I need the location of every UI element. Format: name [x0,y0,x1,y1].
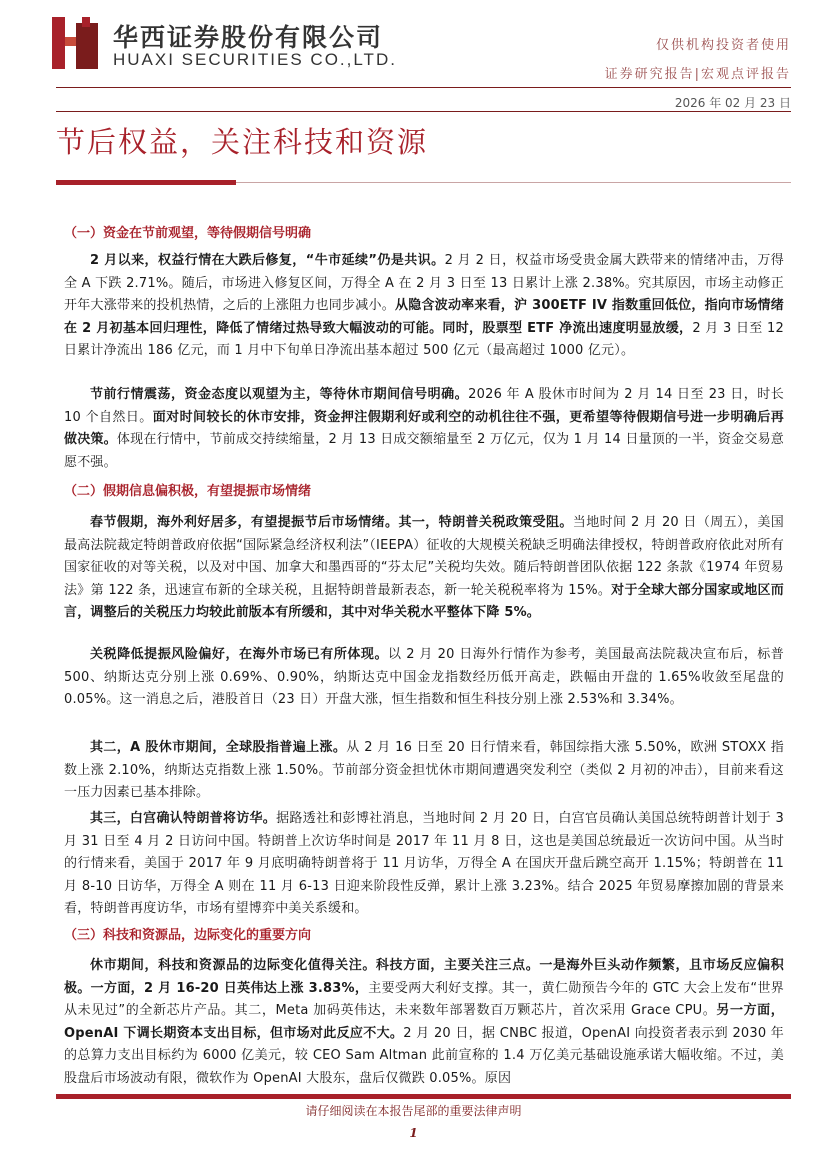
footer-accent-bar [56,1094,791,1099]
bold-text-segment: 面对时间较长的休市安排，资金押注假期利好或利空的动机往往不强，更希望等待假期信号进一步明确后再做决策。 [64,409,784,447]
body-paragraph [64,512,784,625]
title-underline [236,182,791,183]
page-number: 1 [409,1126,418,1140]
huaxi-logo-icon [52,17,100,69]
company-name-cn: 华西证券股份有限公司 [113,23,384,52]
bold-text-segment: 节前行情震荡，资金态度以观望为主，等待休市期间信号明确。 [90,387,469,402]
report-type: 证券研究报告|宏观点评报告 [604,67,791,82]
text-segment: 据路透社和彭博社消息，当地时间 2 月 20 日，白宫官员确认美国总统特朗普计划于 3 月 31 日至 4 月 2 日访问中国。特朗普上次访华时间是 2017 年 11 月 8 日，这也是美国总统最近一次访问中国。从当时的行情来看，美国于 2017 年 9 月底明确特朗普将于 11 月访华，万得全 A 在国庆开盘后跳空高开 1.15%；特朗普在 11 月 8-10 日访华，万得全 A 则在 11 月 6-13 日迎来阶段性反弹，累计上涨 3.23%。结合 2025 年贸易摩擦加剧的背景来看，特朗普再度访华，市场有望博弈中美关系缓和。 [64,811,784,916]
body-paragraph [64,644,784,712]
report-title: 节后权益，关注科技和资源 [56,125,429,159]
text-segment: 以 2 月 20 日海外行情作为参考，美国最高法院裁决宣布后，标普 500、纳斯达克分别上涨 0.69%、0.90%，纳斯达克中国金龙指数经历低开高走，跌幅由开盘的 1.65%收敛至尾盘的 0.05%。这一消息之后，港股首日（23 日）开盘大涨，恒生指数和恒生科技分别上涨 2.53%和 3.34%。 [64,647,784,707]
text-segment: 从 2 月 16 日至 20 日行情来看，韩国综指大涨 5.50%，欧洲 STOXX 指数上涨 2.10%，纳斯达克指数上涨 1.50%。节前部分资金担忧休市期间遭遇突发利空（类似 2 月初的冲击），目前来看这一压力因素已基本排除。 [64,740,784,800]
section-heading: （二）假期信息偏积极，有望提振市场情绪 [64,484,312,499]
title-accent-bar [56,180,236,185]
bold-text-segment: 其二，A 股休市期间，全球股指普遍上涨。 [90,740,347,755]
bold-text-segment: 休市期间，科技和资源品的边际变化值得关注。科技方面，主要关注三点。一是海外巨头动作频繁，且市场反应偏积极。一方面，2 月 16-20 日英伟达上涨 3.83%， [64,958,784,996]
body-paragraph [64,808,784,921]
text-segment: 2 月 2 日，权益市场受贵金属大跌带来的情绪冲击，万得全 A 下跌 2.71%。随后，市场进入修复区间，万得全 A 在 2 月 3 日至 13 日累计上涨 2.38%。究其原因，市场主动修正开年大涨带来的投机热情，之后的上涨阻力也同步减小。 [64,253,784,313]
text-segment: 主要受两大利好支撑。其一，黄仁勋预告今年的 GTC 大会上发布“世界从未见过”的全新芯片产品。其二，Meta 加码英伟达，未来数年部署数百万颗芯片，首次采用 Grace CPU。 [64,980,784,1018]
bold-text-segment: 春节假期，海外利好居多，有望提振节后市场情绪。其一，特朗普关税政策受阻。 [90,515,573,530]
legal-disclaimer-link[interactable]: 请仔细阅读在本报告尾部的重要法律声明 [305,1104,522,1118]
bold-text-segment: 关税降低提振风险偏好，在海外市场已有所体现。 [90,647,389,662]
body-paragraph [64,737,784,805]
text-segment: 2 月 20 日，据 CNBC 报道，OpenAI 向投资者表示到 2030 年的总算力支出目标约为 6000 亿美元，较 CEO Sam Altman 此前宣称的 1.4 万亿美元基础设施承诺大幅收缩。不过，美股盘后市场波动有限，微软作为 OpenAI 大股东，盘后仅微跌 0.05%。原因 [64,1025,784,1086]
bold-text-segment: 2 月以来，权益行情在大跌后修复，“牛市延续”仍是共识。 [90,253,445,268]
text-segment: 2026 年 A 股休市时间为 2 月 14 日至 23 日，时长 10 个自然日。 [64,387,784,425]
audience-note: 仅供机构投资者使用 [655,38,791,53]
bold-text-segment: 从隐含波动率来看，沪 300ETF IV 指数重回低位，指向市场情绪在 2 月初基本回归理性，降低了情绪过热导致大幅波动的可能。同时，股票型 ETF 净流出速度明显放缓， [64,298,784,336]
section-heading: （一）资金在节前观望，等待假期信号明确 [64,226,312,241]
body-paragraph [64,250,784,363]
text-segment: 当地时间 2 月 20 日（周五），美国最高法院裁定特朗普政府依据“国际紧急经济权利法”（IEEPA）征收的大规模关税缺乏明确法律授权，特朗普政府依此对所有国家征收的对等关税，以及对中国、加拿大和墨西哥的“芬太尼”关税均失效。随后特朗普团队依据 122 条款《1974 年贸易法》第 122 条，迅速宣布新的全球关税，且据特朗普最新表态，新一轮关税税率将为 15%。 [64,515,785,598]
text-segment: 2 月 3 日至 12 日累计净流出 186 亿元，而 1 月中下旬单日净流出基本超过 500 亿元（最高超过 1000 亿元）。 [64,320,784,358]
header-divider [56,87,791,88]
bold-text-segment: 其三，白宫确认特朗普将访华。 [90,811,277,826]
text-segment: 体现在行情中，节前成交持续缩量，2 月 13 日成交额缩量至 2 万亿元，仅为 1 月 14 日量顶的一半，资金交易意愿不强。 [64,432,784,470]
report-date: 2026 年 02 月 23 日 [674,96,791,110]
company-name-en: HUAXI SECURITIES CO.,LTD. [113,50,397,69]
section-heading: （三）科技和资源品，边际变化的重要方向 [64,928,312,943]
date-divider [56,111,791,112]
bold-text-segment: 对于全球大部分国家或地区而言，调整后的关税压力均较此前版本有所缓和，其中对华关税水平整体下降 5%。 [64,582,784,620]
body-paragraph [64,384,784,474]
bold-text-segment: 另一方面，OpenAI 下调长期资本支出目标，但市场对此反应不大。 [64,1003,784,1041]
body-paragraph [64,955,784,1090]
